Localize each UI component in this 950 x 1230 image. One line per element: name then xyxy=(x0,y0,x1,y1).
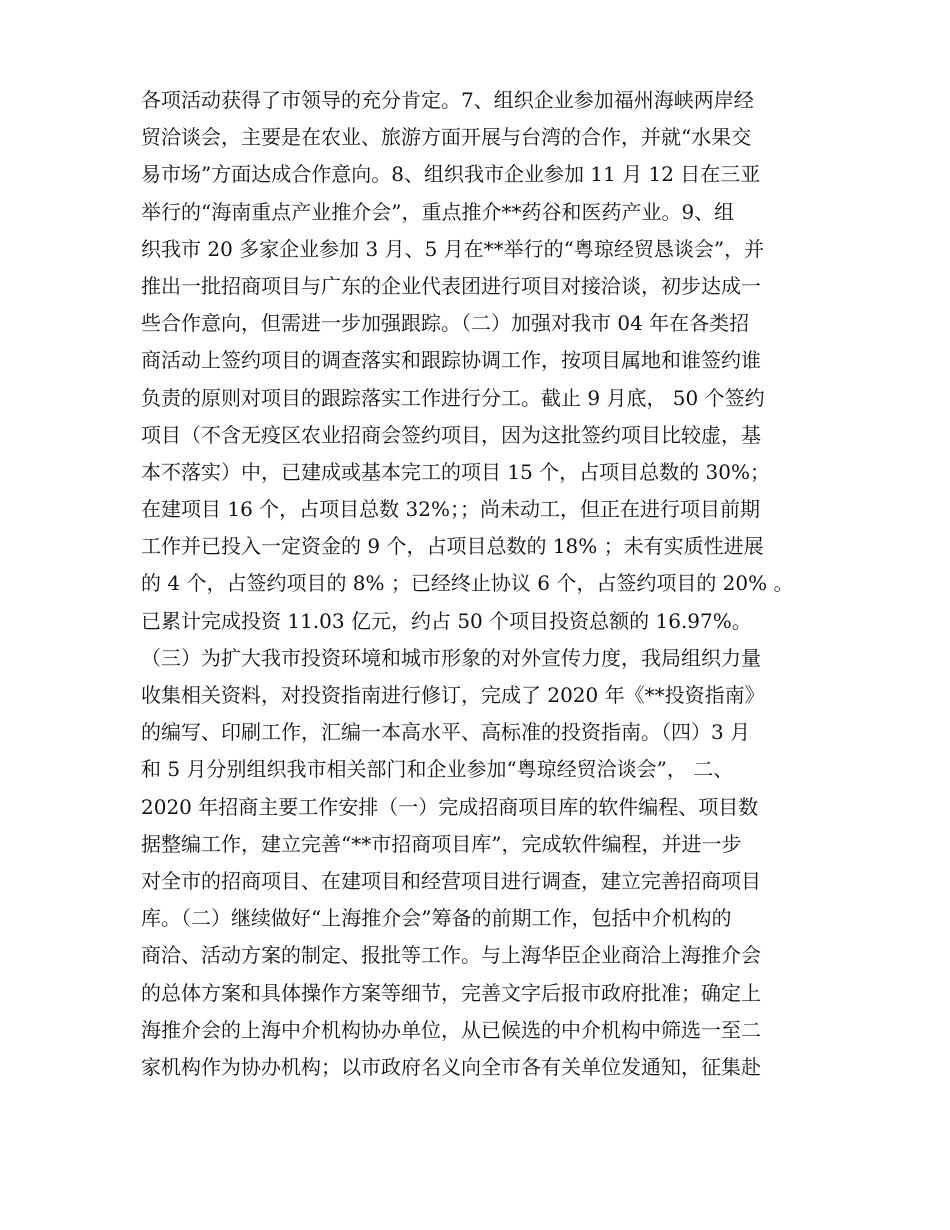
text-line: 2020 年招商主要工作安排（一）完成招商项目库的软件编程、项目数 xyxy=(141,794,759,819)
text-line: 收集相关资料，对投资指南进行修订，完成了 2020 年《**投资指南》 xyxy=(141,683,765,707)
text-line: 商洽、活动方案的制定、报批等工作。与上海华臣企业商洽上海推介会 xyxy=(141,943,761,968)
text-line: 贸洽谈会，主要是在农业、旅游方面开展与台湾的合作，并就“水果交 xyxy=(141,125,752,150)
text-line: 举行的“海南重点产业推介会”，重点推介**药谷和医药产业。9、组 xyxy=(141,199,735,224)
text-line: 织我市 20 多家企业参加 3 月、5 月在**举行的“粤琼经贸恳谈会”，并 xyxy=(141,236,765,261)
text-line: 商活动上签约项目的调查落实和跟踪协调工作，按项目属地和谁签约谁 xyxy=(141,348,761,373)
text-line: 家机构作为协办机构；以市政府名义向全市各有关单位发通知，征集赴 xyxy=(141,1054,761,1079)
text-line: 在建项目 16 个，占项目总数 32%；；尚未动工，但正在进行项目前期 xyxy=(141,497,760,522)
text-line: 的编写、印刷工作，汇编一本高水平、高标准的投资指南。（四）3 月 xyxy=(141,720,751,745)
text-line: 些合作意向，但需进一步加强跟踪。（二）加强对我市 04 年在各类招 xyxy=(141,311,750,336)
text-line: 和 5 月分别组织我市相关部门和企业参加“粤琼经贸洽谈会”， 二、 xyxy=(141,757,734,782)
text-line: 的 4 个，占签约项目的 8% ；已经终止协议 6 个，占签约项目的 20% 。 xyxy=(141,571,794,596)
text-line: 各项活动获得了市领导的充分肯定。7、组织企业参加福州海峡两岸经 xyxy=(141,88,754,112)
text-line: 已累计完成投资 11.03 亿元，约占 50 个项目投资总额的 16.97%。 xyxy=(141,608,752,633)
text-line: 本不落实）中，已建成或基本完工的项目 15 个，占项目总数的 30%； xyxy=(141,459,770,484)
text-line: 对全市的招商项目、在建项目和经营项目进行调查，建立完善招商项目 xyxy=(141,868,761,893)
text-line: 海推介会的上海中介机构协办单位，从已候选的中介机构中筛选一至二 xyxy=(141,1017,761,1042)
text-line: 易市场”方面达成合作意向。8、组织我市企业参加 11 月 12 日在三亚 xyxy=(141,162,761,187)
text-line: 库。（二）继续做好“上海推介会”筹备的前期工作，包括中介机构的 xyxy=(141,906,732,931)
text-line: （三）为扩大我市投资环境和城市形象的对外宣传力度，我局组织力量 xyxy=(141,645,761,670)
text-line: 的总体方案和具体操作方案等细节，完善文字后报市政府批准；确定上 xyxy=(141,980,761,1005)
text-line: 推出一批招商项目与广东的企业代表团进行项目对接洽谈，初步达成一 xyxy=(141,273,761,298)
text-line: 负责的原则对项目的跟踪落实工作进行分工。截止 9 月底， 50 个签约 xyxy=(141,385,765,410)
body-text xyxy=(141,82,841,1086)
text-line: 工作并已投入一定资金的 9 个，占项目总数的 18% ；未有实质性进展 xyxy=(141,534,764,559)
text-line: 据整编工作，建立完善“**市招商项目库”，完成软件编程，并进一步 xyxy=(141,831,742,856)
text-line: 项目（不含无疫区农业招商会签约项目，因为这批签约项目比较虚，基 xyxy=(141,422,761,447)
